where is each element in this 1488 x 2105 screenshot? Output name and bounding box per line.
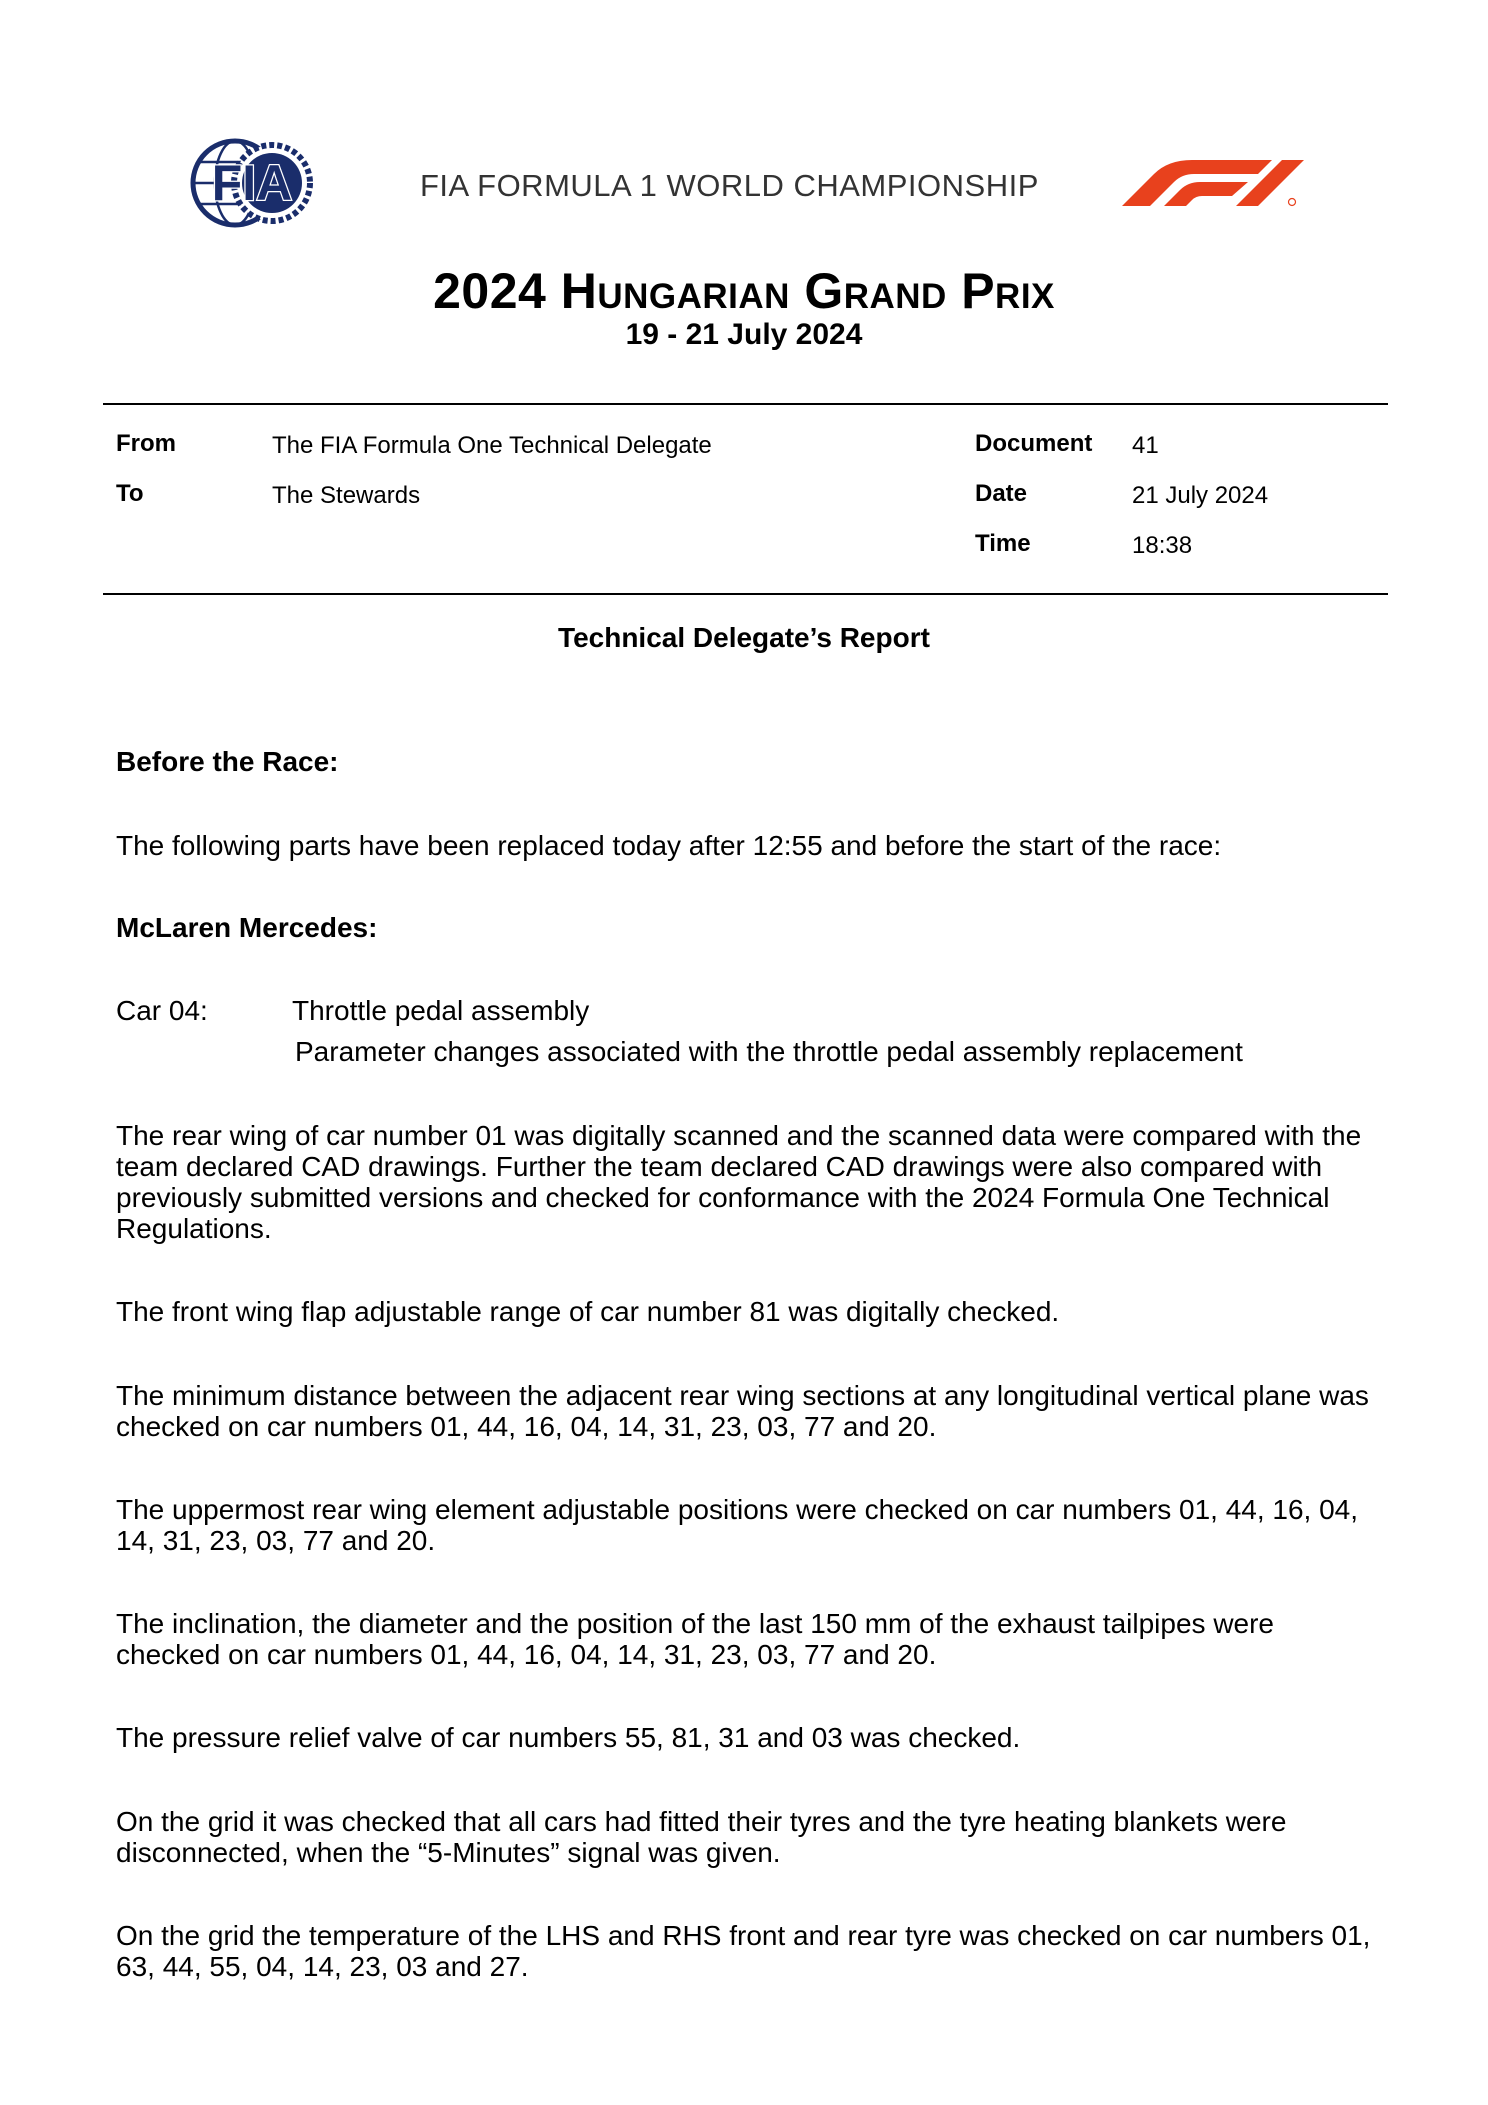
car-label: Car 04: bbox=[116, 995, 208, 1026]
from-label: From bbox=[116, 430, 176, 457]
date-label: Date bbox=[975, 480, 1028, 507]
to-label: To bbox=[116, 480, 144, 507]
car-item: Throttle pedal assembly bbox=[292, 995, 590, 1026]
paragraph: The inclination, the diameter and the position of the last 150 mm of the exhaust tailpipes were checked on car numbers 01, 44, 16, 04, 14, 31, 23, 03, 77 and 20. bbox=[116, 1608, 1275, 1670]
document-label: Document bbox=[975, 430, 1093, 457]
team-heading: McLaren Mercedes: bbox=[116, 912, 378, 943]
document-value: 41 bbox=[1132, 432, 1159, 459]
paragraph: The uppermost rear wing element adjustable positions were checked on car numbers 01, 44, 16, 04, 14, 31, 23, 03, 77 and 20. bbox=[116, 1494, 1359, 1556]
intro-text: The following parts have been replaced today after 12:55 and before the start of the race: bbox=[116, 830, 1222, 861]
time-label: Time bbox=[975, 530, 1031, 557]
from-value: The FIA Formula One Technical Delegate bbox=[272, 432, 712, 459]
fia-logo-text: FIA bbox=[211, 155, 293, 211]
car-item: Parameter changes associated with the throttle pedal assembly replacement bbox=[295, 1036, 1243, 1067]
date-value: 21 July 2024 bbox=[1132, 482, 1269, 509]
event-title: 2024 Hungarian Grand Prix bbox=[433, 263, 1055, 319]
paragraph: On the grid the temperature of the LHS and RHS front and rear tyre was checked on car numbers 01, 63, 44, 55, 04, 14, 23, 03 and 27. bbox=[116, 1920, 1371, 1982]
paragraph: On the grid it was checked that all cars had fitted their tyres and the tyre heating blankets were disconnected, when the “5-Minutes” signal was given. bbox=[116, 1806, 1287, 1868]
event-dates: 19 - 21 July 2024 bbox=[625, 318, 863, 351]
championship-title: FIA FORMULA 1 WORLD CHAMPIONSHIP bbox=[420, 168, 1039, 203]
to-value: The Stewards bbox=[272, 482, 421, 509]
paragraph: The front wing flap adjustable range of car number 81 was digitally checked. bbox=[116, 1296, 1060, 1327]
f1-logo bbox=[1122, 158, 1304, 208]
paragraph: The pressure relief valve of car numbers 55, 81, 31 and 03 was checked. bbox=[116, 1722, 1021, 1753]
section-heading: Before the Race: bbox=[116, 746, 339, 777]
divider-top bbox=[103, 403, 1388, 405]
report-title: Technical Delegate’s Report bbox=[558, 622, 930, 653]
paragraph: The minimum distance between the adjacent rear wing sections at any longitudinal vertical plane was checked on car numbers 01, 44, 16, 04, 14, 31, 23, 03, 77 and 20. bbox=[116, 1380, 1369, 1442]
divider-bottom bbox=[103, 593, 1388, 595]
fia-logo bbox=[190, 138, 316, 228]
paragraph: The rear wing of car number 01 was digitally scanned and the scanned data were compared with the team declared CAD drawings. Further the team declared CAD drawings were also compared with previously submitted versions and checked for conformance with the 2024 Formula One Technical Regulations. bbox=[116, 1120, 1362, 1244]
time-value: 18:38 bbox=[1132, 532, 1193, 559]
